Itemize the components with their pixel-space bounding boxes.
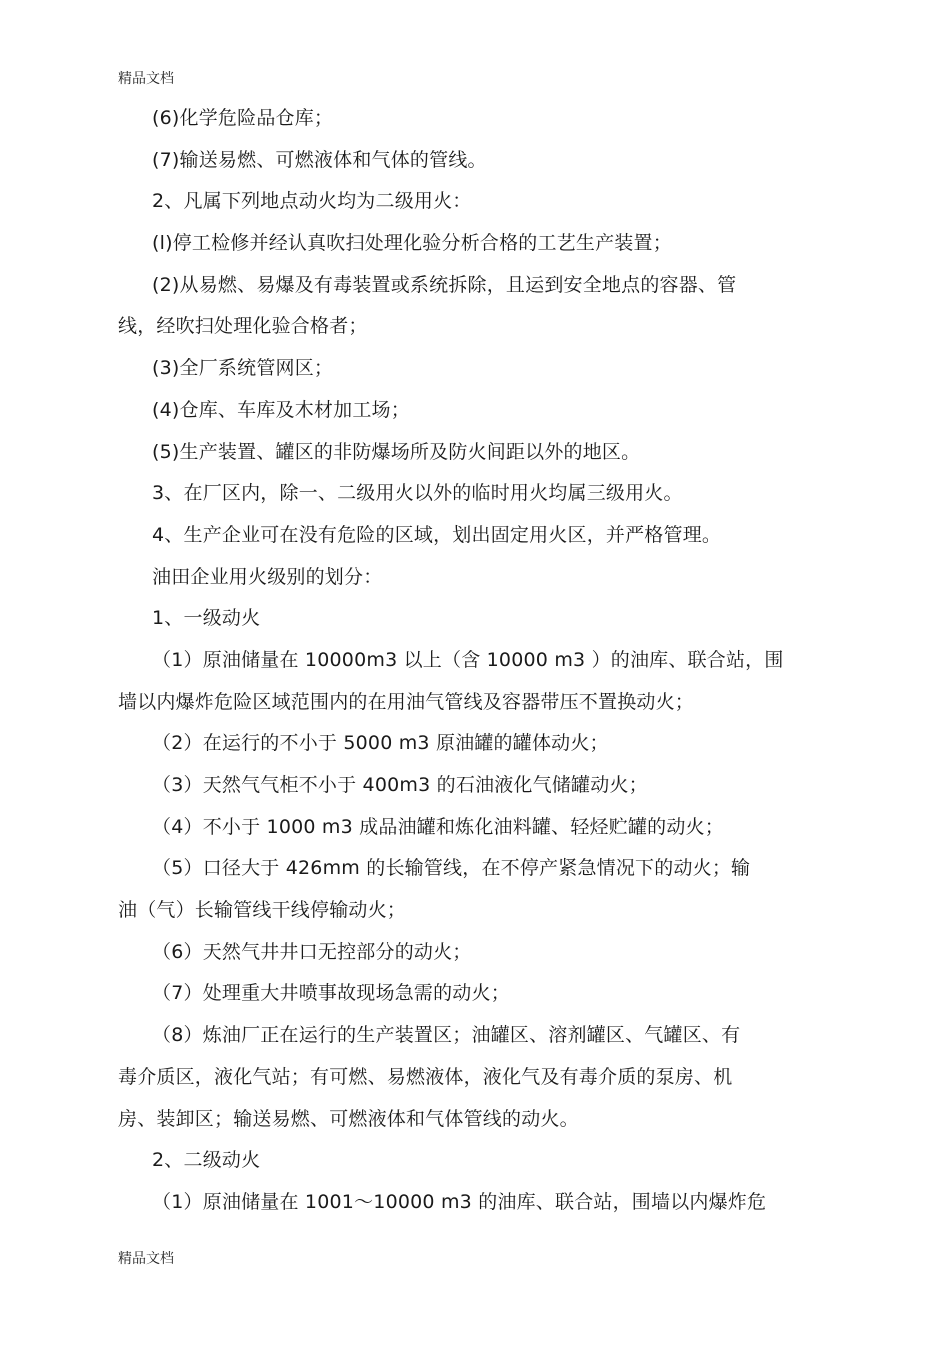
- text-line: （7）处理重大井喷事故现场急需的动火；: [152, 982, 510, 1005]
- text-line: 1、一级动火: [152, 607, 261, 630]
- text-line: 油（气）长输管线干线停输动火；: [118, 899, 407, 922]
- running-header: 精品文档: [118, 71, 174, 87]
- text-line: （4）不小于 1000 m3 成品油罐和炼化油料罐、轻烃贮罐的动火；: [152, 815, 724, 838]
- text-line: (3)全厂系统管网区；: [152, 357, 334, 380]
- text-line: (5)生产装置、罐区的非防爆场所及防火间距以外的地区。: [152, 440, 641, 463]
- text-line: (6)化学危险品仓库；: [152, 107, 334, 129]
- text-line: （1）原油储量在 1001～10000 m3 的油库、联合站，围墙以内爆炸危: [152, 1190, 767, 1213]
- text-line: 线，经吹扫处理化验合格者；: [118, 315, 368, 338]
- text-line: 墙以内爆炸危险区域范围内的在用油气管线及容器带压不置换动火；: [118, 690, 695, 713]
- text-line: (4)仓库、车库及木材加工场；: [152, 398, 410, 421]
- text-line: (7)输送易燃、可燃液体和气体的管线。: [152, 148, 487, 171]
- text-line: （5）口径大于 426mm 的长输管线，在不停产紧急情况下的动火；输: [152, 857, 751, 880]
- text-line: 2、凡属下列地点动火均为二级用火：: [152, 190, 472, 213]
- text-line: 房、装卸区；输送易燃、可燃液体和气体管线的动火。: [118, 1107, 579, 1130]
- text-line: （8）炼油厂正在运行的生产装置区；油罐区、溶剂罐区、气罐区、有: [152, 1024, 741, 1047]
- running-footer: 精品文档: [118, 1251, 174, 1267]
- text-line: (l)停工检修并经认真吹扫处理化验分析合格的工艺生产装置；: [152, 232, 672, 255]
- text-line: 3、在厂区内，除一、二级用火以外的临时用火均属三级用火。: [152, 482, 683, 505]
- text-line: (2)从易燃、易爆及有毒装置或系统拆除，且运到安全地点的容器、管: [152, 273, 737, 296]
- text-line: 2、二级动火: [152, 1149, 261, 1172]
- document-body: [118, 98, 830, 1224]
- text-line: （3）天然气气柜不小于 400m3 的石油液化气储罐动火；: [152, 774, 648, 796]
- text-line: 毒介质区，液化气站；有可燃、易燃液体，液化气及有毒介质的泵房、机: [118, 1065, 733, 1088]
- text-line: （2）在运行的不小于 5000 m3 原油罐的罐体动火；: [152, 732, 609, 755]
- text-line: （1）原油储量在 10000m3 以上（含 10000 m3 ）的油库、联合站，围: [152, 648, 784, 671]
- text-line: （6）天然气井井口无控部分的动火；: [152, 940, 472, 963]
- text-line: 4、生产企业可在没有危险的区域，划出固定用火区，并严格管理。: [152, 523, 722, 546]
- text-line: 油田企业用火级别的划分：: [152, 565, 383, 588]
